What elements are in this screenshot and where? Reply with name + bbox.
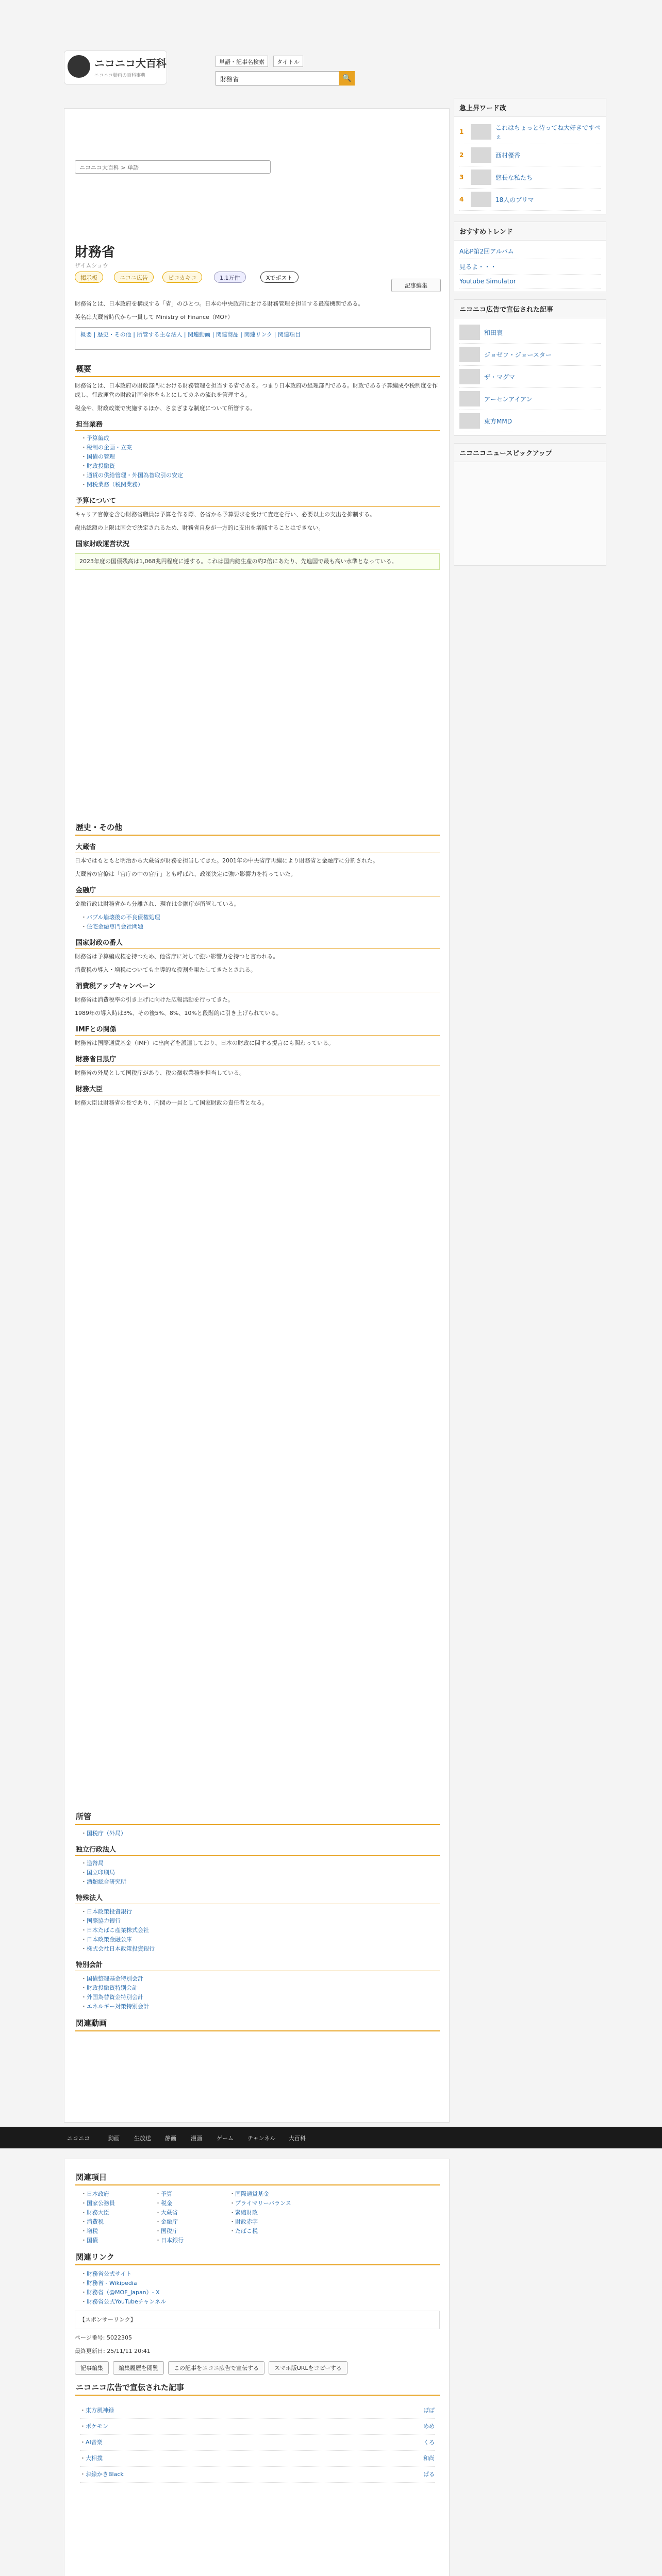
nav-item[interactable]: 動画 [108, 2135, 120, 2142]
list-item[interactable]: ・ 通貨の供給管理・外国為替取引の安定 [81, 471, 440, 480]
trend-item[interactable]: 見るよ・・・ [459, 259, 601, 275]
view-count-badge: 1.1万件 [214, 272, 246, 283]
picokakiko-badge[interactable]: ピコカキコ [162, 272, 202, 283]
global-nav-bar [0, 2127, 662, 2148]
list-item[interactable]: ・ 造幣局 [81, 1859, 440, 1868]
external-link[interactable]: ・ 財務省公式YouTubeチャンネル [81, 2297, 440, 2307]
related-item[interactable]: ・ 国債 [81, 2236, 149, 2245]
nav-item[interactable]: 漫画 [191, 2135, 202, 2142]
related-item[interactable]: ・ 日本銀行 [155, 2236, 223, 2245]
side-promo-box: ニコニコ広告で宣伝された記事 和田哀 ジョゼフ・ジョースター ザ・マグマ アーセンアイアン 東方MMD [454, 299, 606, 436]
thumbnail [471, 170, 491, 185]
page-title: 財務省 [75, 245, 115, 260]
nav-item[interactable]: ゲーム [217, 2135, 234, 2142]
promo-row[interactable]: ・ AI音楽 くろ [80, 2435, 435, 2451]
list-item[interactable]: ・ 株式会社日本政策投資銀行 [81, 1944, 440, 1954]
sponsor-link: 【スポンサーリンク】 [75, 2311, 440, 2329]
search-scope-select[interactable]: 単語・記事名検索 [216, 56, 268, 67]
list-item[interactable]: ・ バブル崩壊後の不良債権処理 [81, 913, 440, 922]
list-item[interactable]: ・ 外国為替資金特別会計 [81, 1993, 440, 2002]
hot-word-item[interactable]: 4 18人のプリマ [459, 189, 601, 211]
footer-edit-button[interactable]: 記事編集 [75, 2361, 109, 2375]
list-item[interactable]: ・ 予算編成 [81, 434, 440, 443]
page-meta: ページ番号: 5022305 [75, 2334, 132, 2341]
list-item[interactable]: ・ 日本政策金融公庫 [81, 1935, 440, 1944]
intro: 財務省とは、日本政府を構成する「省」のひとつ。日本の中央政府における財務管理を担当する最高機関である。 英名は大蔵省時代から一貫して Ministry of Finance（MOF） [75, 300, 364, 320]
list-item[interactable]: ・ 関税業務（税関業務） [81, 480, 440, 489]
related-item[interactable]: ・ たばこ税 [229, 2227, 297, 2236]
article-lower [64, 2159, 450, 2576]
logo-mascot-icon [68, 55, 90, 78]
list-item[interactable]: ・ 日本たばこ産業株式会社 [81, 1926, 440, 1935]
related-item[interactable]: ・ 財政赤字 [229, 2217, 297, 2227]
nav-item[interactable]: チャンネル [247, 2135, 276, 2142]
logo-title: ニコニコ大百科 [94, 57, 167, 70]
nav-item[interactable]: 生放送 [134, 2135, 151, 2142]
list-item[interactable]: ・ エネルギー対策特別会計 [81, 2002, 440, 2011]
title-reading: ザイムショウ [75, 262, 109, 269]
promo-item[interactable]: アーセンアイアン [459, 388, 601, 410]
hot-word-item[interactable]: 2 西村優香 [459, 144, 601, 166]
related-item[interactable]: ・ 予算 [155, 2190, 223, 2199]
nico-ad-badge[interactable]: ニコニ広告 [114, 272, 154, 283]
sidebar [454, 98, 606, 573]
trend-item[interactable]: Youtube Simulator [459, 275, 601, 289]
related-item[interactable]: ・ プライマリーバランス [229, 2199, 297, 2208]
x-share-button[interactable]: Xでポスト [260, 272, 299, 283]
thumbnail [459, 391, 480, 406]
hot-word-item[interactable]: 3 悠長な私たち [459, 166, 601, 189]
history-button[interactable]: 編集履歴を閲覧 [113, 2361, 164, 2375]
list-item[interactable]: ・ 住宅金融専門会社問題 [81, 922, 440, 931]
thumbnail [471, 192, 491, 207]
edit-button[interactable]: 記事編集 [391, 279, 441, 292]
thumbnail [471, 147, 491, 163]
related-item[interactable]: ・ 増税 [81, 2227, 149, 2236]
hot-words-box: 急上昇ワード改 1 これはちょっと待ってね大好きですぺぇ 2 西村優香 3 悠長な私たち 4 18人のプリマ [454, 98, 606, 214]
ad-button[interactable]: この記事をニコニ広告で宣伝する [168, 2361, 264, 2375]
related-item[interactable]: ・ 日本政府 [81, 2190, 149, 2199]
search-icon[interactable]: 🔍 [339, 71, 355, 86]
related-item[interactable]: ・ 大蔵省 [155, 2208, 223, 2217]
list-item[interactable]: ・ 国債整理基金特別会計 [81, 1974, 440, 1984]
nav-item[interactable]: ニコニコ [67, 2135, 90, 2142]
related-item[interactable]: ・ 緊縮財政 [229, 2208, 297, 2217]
related-item[interactable]: ・ 税金 [155, 2199, 223, 2208]
search-type-select[interactable]: タイトル [273, 56, 303, 67]
nav-item[interactable]: 静画 [165, 2135, 176, 2142]
section-overview: 概要 財務省とは、日本政府の財政部門における財務管理を担当する省である。つまり日本政府の経理部門である。財政である予算編成や税制度を作成し、行政運営の財政計画全体をもとにしてカネの流れを管理する。 税金や、財政政策で実施するほか、さまざまな制度について所管する。 担当業務 ・ 予算編成 ・ 税制の企画・立案 ・ 国債の管理 ・ 財政投融資 ・ 通貨の供給管理・外国為替取引の安定 ・ 関税業務（税関業務） 予算について キャリア官僚を含む財務省職員は予算を作る際、各省から予算要求を受けて査定を行い、必要以上の支出を抑制する。 歳出総額の上限は国会で決定されるため、財務省自身が一方的に支出を増減することはできない。 国家財政運営状況 2023年度の国債残高は1,068兆円程度に達する。これは国内総生産の約2倍にあたり、先進国で最も高い水準となっている。 [75, 361, 440, 574]
external-link[interactable]: ・ 財務省 - Wikipedia [81, 2279, 440, 2288]
list-item[interactable]: ・ 国際協力銀行 [81, 1917, 440, 1926]
page-meta-edited: 最終更新日: 25/11/11 20:41 [75, 2348, 151, 2354]
promo-row[interactable]: ・ 東方風神録 ぽぽ [80, 2403, 435, 2419]
nav-item[interactable]: 大百科 [289, 2135, 306, 2142]
table-of-contents[interactable]: 概要 | 歴史・その他 | 所管する主な法人 | 関連動画 | 関連商品 | 関連リンク | 関連項目 [75, 327, 431, 350]
section-history: 歴史・その他 大蔵省 日本ではもともと明治から大蔵省が財務を担当してきた。2001年の中央省庁再編により財務省と金融庁に分割された。 大蔵省の官僚は「官庁の中の官庁」とも呼ばれ、政策決定に強い影響力を持っていた。 金融庁 金融行政は財務省から分離され、現在は金融庁が所管している。 ・ バブル崩壊後の不良債権処理 ・ 住宅金融専門会社問題 国家財政の番人 財務省は予算編成権を持つため、他省庁に対して強い影響力を持つと言われる。 消費税の導入・増税についても主導的な役割を果たしてきたとされる。 消費税アップキャンペーン 財務省は消費税率の引き上げに向けた広報活動を行ってきた。 1989年の導入時は3%、その後5%、8%、10%と段階的に引き上げられている。 IMFとの関係 財務省は国際通貨基金（IMF）に出向者を派遣しており、日本の財政に関する提言にも関わっている。 財務省目黒庁 財務省の外局として国税庁があり、税の徴収業務を担当している。 財務大臣 財務大臣は財務省の長であり、内閣の一員として国家財政の責任者となる。 [75, 820, 440, 1112]
external-link[interactable]: ・ 財務省（@MOF_Japan）- X [81, 2288, 440, 2297]
list-item[interactable]: ・ 財政投融資 [81, 462, 440, 471]
promo-row[interactable]: ・ ポケモン めめ [80, 2419, 435, 2435]
site-header [0, 0, 662, 103]
related-item[interactable]: ・ 消費税 [81, 2217, 149, 2227]
thumbnail [459, 325, 480, 340]
thumbnail [459, 413, 480, 429]
promo-item[interactable]: 東方MMD [459, 410, 601, 432]
list-item[interactable]: ・ 日本政策投資銀行 [81, 1907, 440, 1917]
list-item[interactable]: ・ 国債の管理 [81, 452, 440, 462]
promo-item[interactable]: 和田哀 [459, 321, 601, 344]
search-input[interactable]: 財務省 [216, 71, 339, 86]
promo-item[interactable]: ザ・マグマ [459, 366, 601, 388]
external-link[interactable]: ・ 財務省公式サイト [81, 2269, 440, 2279]
list-item[interactable]: ・ 財政投融資特別会計 [81, 1984, 440, 1993]
thumbnail [471, 124, 491, 140]
search-options [216, 56, 306, 67]
thumbnail [459, 369, 480, 384]
hot-word-item[interactable]: 1 これはちょっと待ってね大好きですぺぇ [459, 120, 601, 144]
section-corporations: 所管 ・ 国税庁（外局） 独立行政法人 ・ 造幣局 ・ 国立印刷局 ・ 酒類総合研究所 特殊法人 ・ 日本政策投資銀行 ・ 国際協力銀行 ・ 日本たばこ産業株式会社 ・ 日本政策金融公庫 ・ 株式会社日本政策投資銀行 特別会計 ・ 国債整理基金特別会計 ・ 財政投融資特別会計 ・ 外国為替資金特別会計 ・ エネルギー対策特別会計 関連動画 [75, 1809, 440, 2036]
list-item[interactable]: ・ 国立印刷局 [81, 1868, 440, 1877]
related-item[interactable]: ・ 国際通貨基金 [229, 2190, 297, 2199]
breadcrumb[interactable]: ニコニコ大百科 > 単語 [75, 160, 271, 174]
list-item[interactable]: ・ 国税庁（外局） [81, 1829, 440, 1838]
related-item[interactable]: ・ 金融庁 [155, 2217, 223, 2227]
list-item[interactable]: ・ 税制の企画・立案 [81, 443, 440, 452]
promo-item[interactable]: ジョゼフ・ジョースター [459, 344, 601, 366]
logo-subtitle: ニコニコ動画の百科事典 [94, 73, 146, 78]
promo-row[interactable]: ・ 大相撲 和尚 [80, 2451, 435, 2467]
bbs-badge[interactable]: 掲示板 [75, 272, 103, 283]
related-item[interactable]: ・ 財務大臣 [81, 2208, 149, 2217]
promo-row[interactable]: ・ お絵かきBlack ぱる [80, 2467, 435, 2483]
copy-url-button[interactable]: スマホ版URLをコピーする [269, 2361, 347, 2375]
thumbnail [459, 347, 480, 362]
site-logo[interactable] [64, 50, 167, 84]
related-section: 関連項目 ・ 日本政府 ・ 国家公務員 ・ 財務大臣 ・ 消費税 ・ 増税 ・ 国債 ・ 予算 ・ 税金 ・ 大蔵省 ・ 金融庁 ・ 国税庁 ・ 日本銀行 ・ 国際通貨基金 ・ プライマリーバランス ・ 緊縮財政 ・ 財政赤字 ・ たばこ税 関連リンク ・ 財務省公式サイト ・ 財務省 - Wikipedia ・ 財務省（@MOF_Japan）- X ・ 財務省公式YouTubeチャンネル 【スポンサーリンク】 ページ番号: 5022305 最終更新日: 25/11/11 20:41 記事編集 編集履歴を閲覧 この記事をニコニ広告で宣伝する スマホ版URLをコピーする ニコニコ広告で宣伝された記事 ・ 東方風神録 ぽぽ ・ ポケモン めめ ・ AI音楽 くろ ・ 大相撲 和尚 ・ お絵かきBlack ぱる [75, 2170, 440, 2486]
related-item[interactable]: ・ 国税庁 [155, 2227, 223, 2236]
trend-item[interactable]: A応P第2回アルバム [459, 244, 601, 259]
related-item[interactable]: ・ 国家公務員 [81, 2199, 149, 2208]
news-box: ニコニコニュースピックアップ [454, 443, 606, 566]
trend-box: おすすめトレンド A応P第2回アルバム 見るよ・・・ Youtube Simulator [454, 222, 606, 292]
article-main [64, 108, 450, 2123]
list-item[interactable]: ・ 酒類総合研究所 [81, 1877, 440, 1887]
